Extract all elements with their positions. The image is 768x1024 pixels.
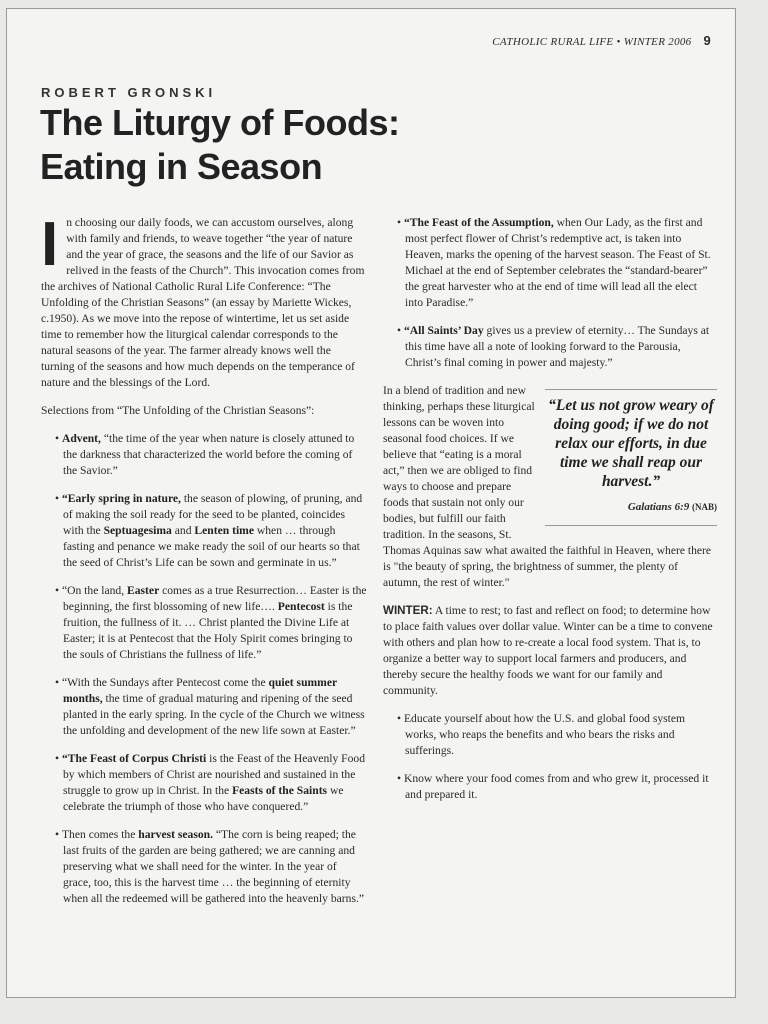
- magazine-running-head: CATHOLIC RURAL LIFE • WINTER 2006: [492, 36, 692, 48]
- corpus-text-1: is the Feast of the Heavenly Food by which members of Christ are nourished and sustained in the struggle to grow up in Christ. In the: [63, 752, 365, 797]
- spring-bold: “Early spring in nature,: [61, 492, 181, 505]
- corpus-bold: “The Feast of Corpus Christi: [61, 752, 207, 765]
- winter-text: A time to rest; to fast and reflect on food; to determine how to place faith values over dollar value. Winter can be a time to convene with others and plan how to re-create a local food system. That is, to organize a better way to support local farmers and producers, and thereby secure the healthy foods we want for our family and community.: [383, 604, 713, 697]
- winter-paragraph: [383, 603, 717, 699]
- easter-bold: Easter: [127, 584, 160, 597]
- harvest-text-2: “The corn is being reaped; the last fruits of the garden are being gathered; we are canning and preserving what we shall need for the winter. In the year of grace, too, this is the harvest time … the beginning of eternity when all the redeemed will be gathered into the heavenly barns.”: [63, 828, 364, 905]
- bullet-advent: • Advent, “the time of the year when nature is closely attuned to the darkness that characterized the world before the coming of the Savior.”: [55, 432, 355, 477]
- bullet-summer: • “With the Sundays after Pentecost come the quiet summer months, the time of gradual maturing and ripening of the seed planted in the early spring. In the cycle of the Church we witness the unfolding and development of the new life sown at Easter.”: [55, 676, 365, 737]
- summer-text-2: the time of gradual maturing and ripening of the seed planted in the early spring. In the cycle of the Church we witness the unfolding and development of the new life sown at Easter.”: [63, 692, 365, 737]
- citation-version: (NAB): [692, 502, 717, 512]
- blend-section: [383, 383, 717, 603]
- action-item: • Educate yourself about how the U.S. and global food system works, who reaps the benefits and who bears the risks and sufferings.: [397, 712, 686, 757]
- action-text-1: Educate yourself about how the U.S. and global food system works, who reaps the benefits and who bears the risks and sufferings.: [403, 712, 686, 757]
- citation-reference: Galatians 6:9: [627, 501, 690, 513]
- spring-text-2: and: [171, 524, 195, 537]
- corpus-text-2: we celebrate the triumph of those who have conquered.”: [63, 784, 344, 813]
- lenten-bold: Lenten time: [194, 524, 254, 537]
- easter-text-1: “On the land,: [61, 584, 128, 597]
- spring-text-1: the season of plowing, of pruning, and of making the soil ready for the seed to be planted, coincides with the: [63, 492, 363, 537]
- title-line-2: Eating in Season: [40, 146, 323, 187]
- pull-quote-citation: [545, 499, 717, 515]
- easter-text-2: comes as a true Resurrection… Easter is the beginning, the first blossoming of new life….: [63, 584, 367, 613]
- assumption-text: when Our Lady, as the first and most perfect flower of Christ’s redemptive act, is taken into Heaven, marks the opening of the harvest season. The Feast of St. Michael at the end of September celebrates the “standard-bearer” the great harvester who at the end of time will lead all the elect into Paradise.”: [405, 216, 711, 309]
- selections-intro: Selections from “The Unfolding of the Christian Seasons”:: [41, 404, 315, 417]
- intro-paragraph: [41, 210, 367, 391]
- intro-text: n choosing our daily foods, we can accustom ourselves, along with family and friends, to weave together “the year of nature and the year of grace, the seasons and the life of our Savior as relived in the feasts of the Church”. This invocation comes from the archives of National Catholic Rural Life Conference: “The Unfolding of the Christian Seasons” (an essay by Mariette Wickes, c.1950). As we move into the repose of wintertime, let us set aside time to remember how the liturgical calendar corresponds to the natural seasons of the year. The farmer already knows well the turning of the seasons and how much depends on the temperance of nature and the blessings of the Lord.: [41, 216, 365, 389]
- page-header: [492, 33, 711, 48]
- bullet-corpus-christi: • “The Feast of Corpus Christi is the Feast of the Heavenly Food by which members of Christ are nourished and sustained in the struggle to grow up in Christ. In the Feasts of the Saints we celebrate the triumph of those who have conquered.”: [55, 752, 365, 813]
- left-column: [41, 210, 367, 919]
- all-saints-bold: “All Saints’ Day: [403, 324, 484, 337]
- title-line-1: The Liturgy of Foods:: [40, 102, 400, 143]
- article-title: [40, 101, 399, 189]
- action-item: • Know where your food comes from and who grew it, processed it and prepared it.: [397, 772, 709, 801]
- pull-quote-top-rule: [545, 389, 717, 390]
- summer-text-1: “With the Sundays after Pentecost come the: [61, 676, 269, 689]
- harvest-text-1: Then comes the: [61, 828, 139, 841]
- author-byline: ROBERT GRONSKI: [41, 85, 217, 100]
- bullet-spring: • “Early spring in nature, the season of plowing, of pruning, and of making the soil ready for the seed to be planted, coincides with the Septuagesima and Lenten time when … through fasting and penance we make ready the soil of our hearts so that the seed of Christ’s Life can be sown and germinate in us.”: [55, 492, 363, 569]
- right-column: [383, 215, 717, 815]
- bullet-all-saints: • “All Saints’ Day gives us a preview of eternity… The Sundays at this time have all a note of looking forward to the Parousia, Christ’s final coming in power and majesty.”: [397, 324, 710, 369]
- bullet-harvest: • Then comes the harvest season. “The corn is being reaped; the last fruits of the garden are being gathered; we are canning and preserving what we shall need for the winter. In the year of grace, too, this is the harvest time … the beginning of eternity when all the redeemed will be gathered into the heavenly barns.”: [55, 828, 364, 905]
- easter-text-3: is the fruition, the fullness of it. … Christ planted the Divine Life at Easter; it is at Pentecost that the Holy Spirit comes bringing to the souls of Christians the fullness of life.”: [63, 600, 353, 661]
- advent-text: “the time of the year when nature is closely attuned to the darkness that characterized the world before the coming of the Savior.”: [63, 432, 355, 477]
- septuagesima-bold: Septuagesima: [103, 524, 172, 537]
- magazine-page: [6, 8, 736, 998]
- bullet-assumption: • “The Feast of the Assumption, when Our Lady, as the first and most perfect flower of Christ’s redemptive act, is taken into Heaven, marks the opening of the harvest season. The Feast of St. Michael at the end of September celebrates the “standard-bearer” the great harvester who at the end of time will lead all the elect into Paradise.”: [397, 216, 711, 309]
- drop-cap: I: [41, 210, 59, 279]
- spring-text-3: when … through fasting and penance we make ready the soil of our hearts so that the seed of Christ’s Life can be sown and germinate in us.”: [63, 524, 360, 569]
- advent-bold: Advent,: [61, 432, 101, 445]
- page-number: 9: [703, 33, 711, 48]
- action-text-2: Know where your food comes from and who grew it, processed it and prepared it.: [403, 772, 709, 801]
- assumption-bold: “The Feast of the Assumption,: [403, 216, 554, 229]
- blend-paragraph: In a blend of tradition and new thinking, perhaps these liturgical lessons can be woven into seasonal food choices. If we believe that “eating is a moral act,” then we are obliged to find ways to choose and prepare foods that sustain not only our bodies, but fulfill our faith tradition. In the seasons, St. Thomas Aquinas saw what awaited the faithful in Heaven, where there is "the beauty of spring, the brightness of summer, the plenty of autumn, the rest of winter.": [383, 384, 712, 589]
- pull-quote: [545, 389, 717, 526]
- winter-label: WINTER:: [383, 604, 433, 617]
- all-saints-text: gives us a preview of eternity… The Sundays at this time have all a note of looking forward to the Parousia, Christ’s final coming in power and majesty.”: [405, 324, 710, 369]
- summer-bold: quiet summer months,: [63, 676, 337, 705]
- harvest-bold: harvest season.: [138, 828, 213, 841]
- pull-quote-text: “Let us not grow weary of doing good; if we do not relax our efforts, in due time we shall reap our harvest.”: [548, 397, 714, 490]
- pentecost-bold: Pentecost: [277, 600, 325, 613]
- saints-bold: Feasts of the Saints: [232, 784, 328, 797]
- bullet-easter: • “On the land, Easter comes as a true Resurrection… Easter is the beginning, the first blossoming of new life…. Pentecost is the fruition, the fullness of it. … Christ planted the Divine Life at Easter; it is at Pentecost that the Holy Spirit comes bringing to the souls of Christians the fullness of life.”: [55, 584, 367, 661]
